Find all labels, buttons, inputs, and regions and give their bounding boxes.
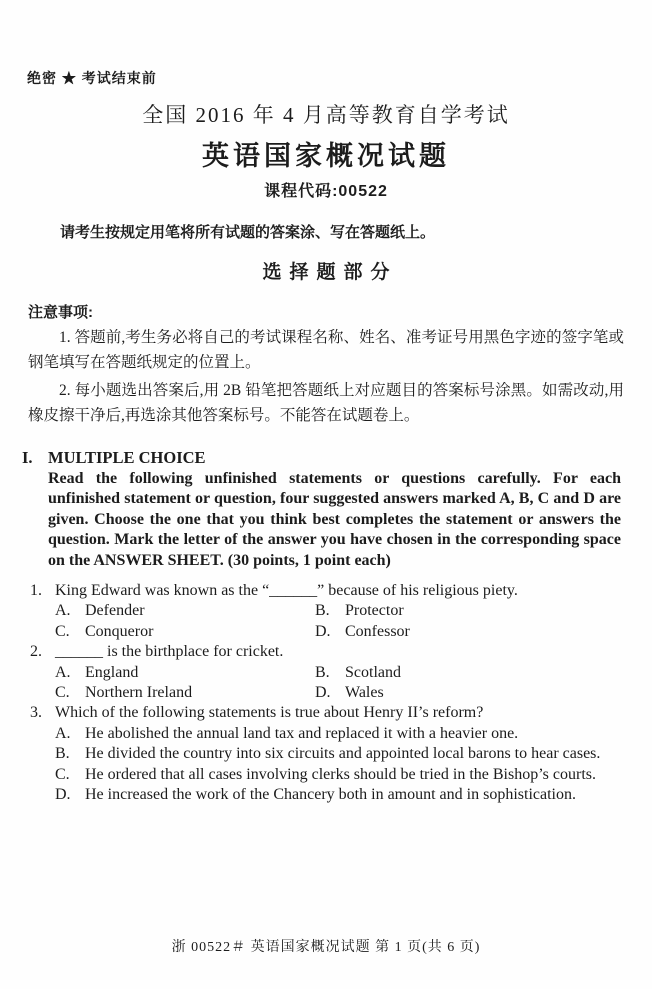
option-text: He divided the country into six circuits and appointed local barons to hear cases. [85, 745, 601, 763]
notes-heading: 注意事项: [28, 304, 93, 321]
note-item-2: 2. 每小题选出答案后,用 2B 铅笔把答题纸上对应题目的答案标号涂黑。如需改动,用橡皮擦干净后,再选涂其他答案标号。不能答在试题卷上。 [28, 382, 624, 424]
option-label: D. [315, 622, 331, 640]
part-i-multiple-choice [0, 448, 652, 571]
answer-option [55, 663, 315, 683]
answer-option [315, 622, 622, 642]
answer-option [315, 663, 622, 683]
option-label: D. [55, 786, 71, 804]
option-label: C. [55, 765, 70, 783]
note-item-1: 1. 答题前,考生务必将自己的考试课程名称、姓名、准考证号用黑色字迹的签字笔或钢笔填写在答题纸规定的位置上。 [28, 329, 624, 371]
page-footer: 浙 00522＃ 英语国家概况试题 第 1 页(共 6 页) [171, 940, 481, 955]
answer-option [55, 601, 315, 621]
answer-option [55, 724, 622, 744]
option-label: C. [55, 622, 70, 640]
option-text: He abolished the annual land tax and replaced it with a heavier one. [85, 724, 519, 742]
classification-banner: 绝密 ★ 考试结束前 [27, 70, 157, 86]
answer-option [55, 622, 315, 642]
option-label: A. [55, 724, 71, 742]
question [30, 642, 622, 703]
exam-title: 全国 2016 年 4 月高等教育自学考试 [142, 103, 510, 127]
option-label: D. [315, 684, 331, 702]
option-text: Wales [345, 684, 384, 702]
option-text: England [85, 663, 139, 681]
question-list [30, 581, 622, 805]
option-label: B. [315, 602, 330, 620]
question-text: ______ is the birthplace for cricket. [55, 643, 284, 661]
answer-option [55, 683, 315, 703]
answer-option [55, 785, 622, 805]
course-code: 课程代码:00522 [264, 183, 388, 200]
option-label: A. [55, 663, 71, 681]
option-text: Scotland [345, 663, 401, 681]
question-text: King Edward was known as the “______” because of his religious piety. [55, 582, 518, 600]
question-number: 2. [30, 643, 42, 661]
option-text: Conqueror [85, 622, 154, 640]
answer-option [315, 683, 622, 703]
answer-option [55, 744, 622, 764]
option-label: A. [55, 602, 71, 620]
option-group [55, 724, 622, 806]
option-group [55, 663, 622, 704]
paper-title: 英语国家概况试题 [202, 141, 450, 171]
option-text: Confessor [345, 622, 410, 640]
question-head [30, 703, 622, 723]
part-number: I. [22, 448, 33, 467]
answer-option [55, 765, 622, 785]
answer-option [315, 601, 622, 621]
option-text: He ordered that all cases involving clerks should be tried in the Bishop’s courts. [85, 765, 596, 783]
question-number: 3. [30, 704, 42, 722]
option-text: Northern Ireland [85, 684, 193, 702]
part-heading [22, 448, 622, 468]
question [30, 581, 622, 642]
option-text: He increased the work of the Chancery both in amount and in sophistication. [85, 786, 576, 804]
question-text: Which of the following statements is true about Henry II’s reform? [55, 704, 484, 722]
option-group [55, 601, 622, 642]
question-head [30, 642, 622, 662]
section-title: 选择题部分 [262, 262, 398, 283]
option-text: Defender [85, 602, 145, 620]
option-label: C. [55, 684, 70, 702]
option-label: B. [55, 745, 70, 763]
option-label: B. [315, 663, 330, 681]
part-instructions: Read the following unfinished statements or questions carefully. For each unfinished statement or question, four suggested answers marked A, B, C and D are given. Choose the one that you think best completes the statement or answers the question. Mark the letter of the answer you have chosen in the corresponding space on the ANSWER SHEET. (30 points, 1 point each) [48, 470, 621, 569]
part-title: MULTIPLE CHOICE [48, 448, 206, 467]
question [30, 703, 622, 805]
question-number: 1. [30, 582, 42, 600]
question-head [30, 581, 622, 601]
option-text: Protector [345, 602, 404, 620]
answer-notice: 请考生按规定用笔将所有试题的答案涂、写在答题纸上。 [60, 224, 436, 241]
